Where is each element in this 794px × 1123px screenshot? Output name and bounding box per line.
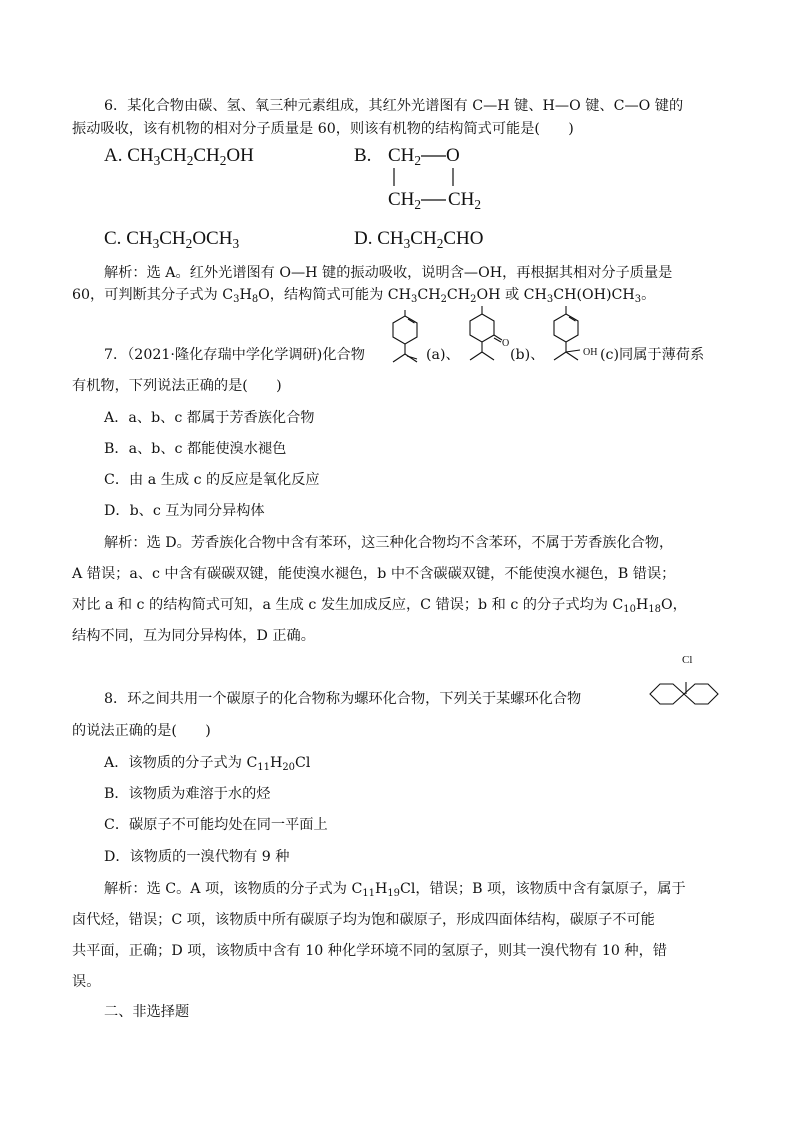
q8-option-a: A．该物质的分子式为 $C_{11}H_{20}Cl$	[104, 755, 311, 773]
q8-option-b: B．该物质为难溶于水的烃	[104, 786, 271, 802]
q6-option-b-bottom-right: $CH_2$	[448, 189, 482, 212]
q8-spiro-compound	[648, 672, 728, 722]
q7-label-b: (b)、	[510, 347, 545, 363]
q8-analysis-line2: 卤代烃，错误；C 项，该物质中所有碳原子均为饱和碳原子，形成四面体结构，碳原子不可能	[72, 912, 655, 928]
q6-stem-line2: 振动吸收，该有机物的相对分子质量是 60，则该有机物的结构简式可能是( )	[72, 121, 574, 137]
q7-label-c: (c)同属于薄荷系	[600, 347, 705, 363]
q7-option-a: A．a、b、c 都属于芳香族化合物	[104, 410, 315, 426]
q7-option-d: D．b、c 互为同分异构体	[104, 503, 265, 519]
section-heading: 二、非选择题	[104, 1004, 190, 1020]
q6-option-a-formula: $CH_3CH_2CH_2OH$	[127, 145, 254, 168]
q6-option-d-formula: $CH_3CH_2CHO$	[377, 228, 484, 251]
q8-analysis-line1: 解析：选 C。A 项，该物质的分子式为 $C_{11}H_{19}Cl$，错误；B 项，该物质中含有氯原子，属于	[104, 881, 686, 899]
q6-stem-line1: 6．某化合物由碳、氢、氧三种元素组成，其红外光谱图有 C—H 键、H—O 键、C—O 键的	[104, 98, 684, 114]
q6-option-a: A. $CH_3CH_2CH_2OH$	[104, 145, 254, 168]
q7-stem-part1: 7．（2021·隆化存瑞中学化学调研)化合物	[104, 347, 365, 363]
q7-analysis-line1: 解析：选 D。芳香族化合物中含有苯环，这三种化合物均不含苯环，不属于芳香族化合物，	[104, 535, 674, 551]
q6-option-b-bottom-left: $CH_2$	[388, 189, 422, 212]
q8-stem-line1: 8．环之间共用一个碳原子的化合物称为螺环化合物，下列关于某螺环化合物	[104, 691, 582, 707]
q6-analysis-line2: 60，可判断其分子式为 $C_3H_8O$，结构简式可能为 $CH_3CH_2CH_2OH$ 或 $CH_3CH(OH)CH_3$。	[72, 287, 656, 305]
q8-option-c: C．碳原子不可能均处在同一平面上	[104, 817, 328, 833]
q6-analysis-line1: 解析：选 A。红外光谱图有 O—H 键的振动吸收，说明含—OH，再根据其相对分子质量是	[104, 265, 673, 281]
q8-cl-label: Cl	[682, 654, 693, 666]
q7-oh-label: OH	[583, 347, 598, 358]
q6-option-b-ring-bonds	[380, 150, 500, 210]
q7-analysis-line2: A 错误；a、c 中含有碳碳双键，能使溴水褪色，b 中不含碳碳双键，不能使溴水褪色，B 错误；	[72, 566, 676, 582]
q6-option-c: C. $CH_3CH_2OCH_3$	[104, 228, 240, 251]
q6-option-b-top-right: O	[446, 145, 460, 166]
q7-option-b: B．a、b、c 都能使溴水褪色	[104, 441, 287, 457]
q8-stem-line2: 的说法正确的是( )	[72, 723, 211, 739]
q7-stem-line2: 有机物，下列说法正确的是( )	[72, 378, 282, 394]
svg-text:O: O	[502, 338, 510, 349]
q6-option-d: D. $CH_3CH_2CHO$	[354, 228, 484, 251]
q7-option-c: C．由 a 生成 c 的反应是氧化反应	[104, 472, 320, 488]
q6-option-c-formula: $CH_3CH_2OCH_3$	[126, 228, 240, 251]
q7-analysis-line3: 对比 a 和 c 的结构简式可知，a 生成 c 发生加成反应，C 错误；b 和 c 的分子式均为 $C_{10}H_{18}O$，	[72, 597, 687, 615]
q6-option-b: B.	[354, 145, 372, 166]
q6-option-b-top-left: $CH_2$	[388, 145, 422, 168]
q7-analysis-line4: 结构不同，互为同分异构体，D 正确。	[72, 628, 315, 644]
q7-label-a: (a)、	[426, 347, 460, 363]
q8-analysis-line3: 共平面，正确；D 项，该物质中含有 10 种化学环境不同的氢原子，则其一溴代物有 10 种，错	[72, 943, 667, 959]
q8-option-d: D．该物质的一溴代物有 9 种	[104, 849, 290, 865]
q8-analysis-line4: 误。	[72, 974, 101, 990]
